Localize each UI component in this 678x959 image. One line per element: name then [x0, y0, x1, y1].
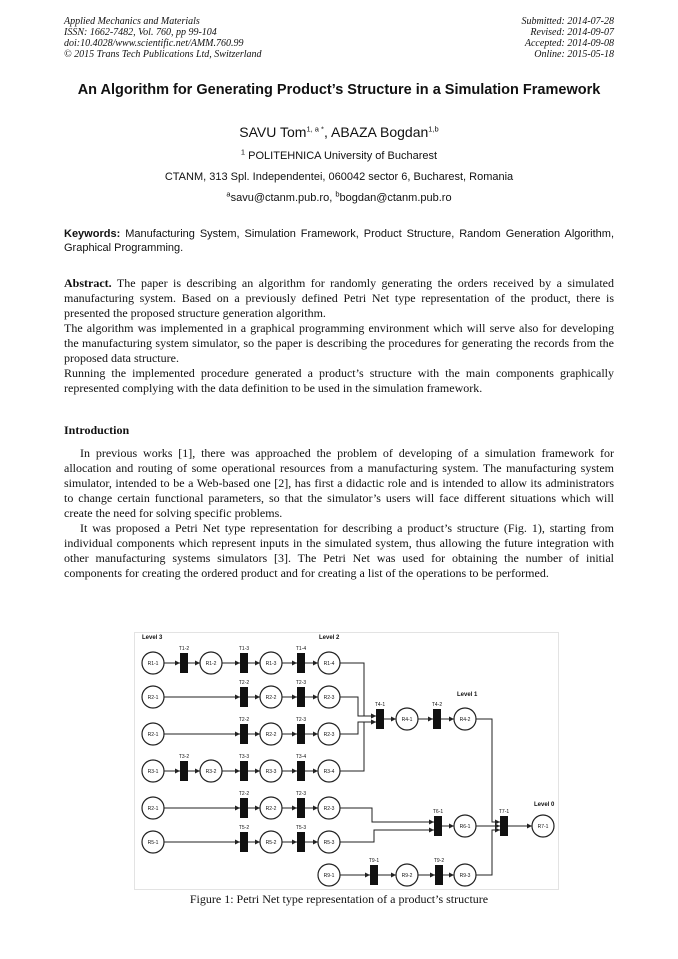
journal-name: Applied Mechanics and Materials — [64, 16, 200, 27]
transition-label: T2-2 — [238, 717, 250, 723]
transition-t5-3 — [297, 832, 305, 852]
transition-label: T3-4 — [295, 754, 307, 760]
abstract-p1 — [64, 276, 614, 321]
transition-label: T3-3 — [238, 754, 250, 760]
keywords-text: Manufacturing System, Simulation Framework, Product Structure, Random Generation Algorithm, Graphical Programming. — [64, 228, 614, 254]
transition-label: T2-3 — [295, 791, 307, 797]
transition-label: T9-1 — [368, 858, 380, 864]
place-label: R5-3 — [323, 840, 335, 846]
place-label: R2-2 — [265, 695, 277, 701]
place-label: R7-1 — [537, 824, 549, 830]
place-label: R1-1 — [147, 661, 159, 667]
transition-t3-3 — [240, 761, 248, 781]
transition-label: T5-2 — [238, 825, 250, 831]
place-label: R1-3 — [265, 661, 277, 667]
publication-dates — [522, 16, 615, 60]
abstract-p2: The algorithm was implemented in a graphical programming environment which will serve also for developing the manufacturing system simulator, so the paper is describing the procedures for generating the records from the proposed data structure. — [64, 321, 614, 365]
place-label: R2-3 — [323, 732, 335, 738]
abstract-label: Abstract. — [64, 276, 112, 290]
copyright: © 2015 Trans Tech Publications Ltd, Switzerland — [64, 49, 262, 60]
affiliation-institution — [64, 147, 614, 162]
place-label: R3-4 — [323, 769, 335, 775]
intro-p1: In previous works [1], there was approached the problem of developing of a simulation framework for allocation and routing of some operational resources from a manufacturing system. The manufacturing system simulator, intended to be a Web-based one [2], has first a didactic role and is intended to allow its administrators to change certain functional parameters, so that the simulator’s users will face different situations which will create the need for solving specific problems. — [64, 446, 614, 520]
author-1: SAVU Tom — [239, 124, 307, 140]
section-heading-introduction: Introduction — [64, 423, 130, 437]
transition-t4-1 — [376, 709, 384, 729]
email-b[interactable]: bogdan@ctanm.pub.ro — [339, 192, 452, 204]
transition-label: T2-3 — [295, 680, 307, 686]
transition-t2-3 — [297, 687, 305, 707]
intro-p2: It was proposed a Petri Net type representation for describing a product’s structure (Fig. 1), starting from individual components which represent inputs in the simulated system, thus allowing the future integration with other manufacturing systems simulators [3]. The Petri Net was used for obtaining the number of initial components for creating the ordered product and for creating a list of the operations to be performed. — [64, 521, 614, 580]
submitted-date: Submitted: 2014-07-28 — [521, 16, 614, 27]
transition-t5-2 — [240, 832, 248, 852]
introduction-body — [64, 446, 614, 581]
email-a[interactable]: savu@ctanm.pub.ro, — [230, 192, 333, 204]
transition-t4-2 — [433, 709, 441, 729]
place-label: R2-1 — [147, 732, 159, 738]
transition-label: T5-3 — [295, 825, 307, 831]
transition-label: T1-3 — [238, 646, 250, 652]
place-label: R9-3 — [459, 873, 471, 879]
place-label: R2-2 — [265, 806, 277, 812]
transition-t7-1 — [500, 816, 508, 836]
institution: POLITEHNICA University of Bucharest — [248, 150, 438, 162]
transition-t1-3 — [240, 653, 248, 673]
level-3-label: Level 3 — [142, 635, 163, 641]
place-label: R5-2 — [265, 840, 277, 846]
place-label: R2-3 — [323, 695, 335, 701]
online-date: Online: 2015-05-18 — [534, 49, 614, 60]
transition-t9-1 — [370, 865, 378, 885]
place-label: R2-1 — [147, 806, 159, 812]
transition-t9-2 — [435, 865, 443, 885]
transition-t1-2 — [180, 653, 188, 673]
level-2-label: Level 2 — [319, 635, 340, 641]
level-1-label: Level 1 — [457, 692, 478, 698]
place-label: R1-2 — [205, 661, 217, 667]
place-label: R6-1 — [459, 824, 471, 830]
place-label: R4-1 — [401, 717, 413, 723]
doi: doi:10.4028/www.scientific.net/AMM.760.99 — [64, 38, 244, 49]
level-0-label: Level 0 — [534, 802, 555, 808]
transition-label: T1-4 — [295, 646, 307, 652]
issn: ISSN: 1662-7482, Vol. 760, pp 99-104 — [64, 27, 217, 38]
author-1-affil: 1, a * — [306, 124, 324, 134]
transition-label: T4-1 — [374, 702, 386, 708]
transition-t2-2 — [240, 798, 248, 818]
place-label: R9-2 — [401, 873, 413, 879]
transition-label: T1-2 — [178, 646, 190, 652]
petri-net-figure — [134, 632, 559, 890]
abstract-p1-text: The paper is describing an algorithm for randomly generating the orders received by a simulated manufacturing system. Based on a previously defined Petri Net type representation of the product, there is presented the proposed structure generation algorithm. — [64, 276, 614, 320]
transition-label: T7-1 — [498, 809, 510, 815]
keywords-label: Keywords: — [64, 228, 121, 240]
revised-date: Revised: 2014-09-07 — [530, 27, 614, 38]
author-emails — [64, 189, 614, 204]
place-label: R2-2 — [265, 732, 277, 738]
figure-border — [135, 633, 559, 890]
transition-label: T2-2 — [238, 680, 250, 686]
transition-t2-2 — [240, 724, 248, 744]
place-label: R2-3 — [323, 806, 335, 812]
place-label: R3-2 — [205, 769, 217, 775]
author-2-affil: 1,b — [428, 124, 439, 134]
keywords — [64, 227, 614, 255]
transition-label: T2-2 — [238, 791, 250, 797]
transition-t2-2 — [240, 687, 248, 707]
affiliation-address: CTANM, 313 Spl. Independentei, 060042 sector 6, Bucharest, Romania — [164, 171, 514, 183]
transition-t2-3 — [297, 724, 305, 744]
place-label: R2-1 — [147, 695, 159, 701]
journal-info — [64, 16, 262, 60]
transition-label: T2-3 — [295, 717, 307, 723]
figure-caption: Figure 1: Petri Net type representation of a product’s structure — [189, 892, 489, 906]
place-label: R3-1 — [147, 769, 159, 775]
place-label: R9-1 — [323, 873, 335, 879]
transition-t1-4 — [297, 653, 305, 673]
email-b-marker: b — [335, 189, 340, 199]
affil-marker: 1 — [240, 147, 246, 157]
transition-t2-3 — [297, 798, 305, 818]
abstract-p3: Running the implemented procedure generated a product’s structure with the main components graphically represented complying with the data definition to be used in the simulation framework. — [64, 366, 614, 395]
author-separator: , — [323, 124, 331, 140]
transition-label: T9-2 — [433, 858, 445, 864]
transition-label: T6-1 — [432, 809, 444, 815]
transition-t3-2 — [180, 761, 188, 781]
transition-label: T4-2 — [431, 702, 443, 708]
place-label: R5-1 — [147, 840, 159, 846]
transition-t3-4 — [297, 761, 305, 781]
author-line — [64, 124, 614, 140]
paper-title: An Algorithm for Generating Product’s Structure in a Simulation Framework — [77, 82, 601, 98]
accepted-date: Accepted: 2014-09-08 — [524, 38, 614, 49]
transition-t6-1 — [434, 816, 442, 836]
email-a-marker: a — [226, 189, 231, 199]
place-label: R1-4 — [323, 661, 335, 667]
place-label: R4-2 — [459, 717, 471, 723]
abstract — [64, 276, 614, 396]
author-2: ABAZA Bogdan — [330, 124, 429, 140]
transition-label: T3-2 — [178, 754, 190, 760]
place-label: R3-3 — [265, 769, 277, 775]
